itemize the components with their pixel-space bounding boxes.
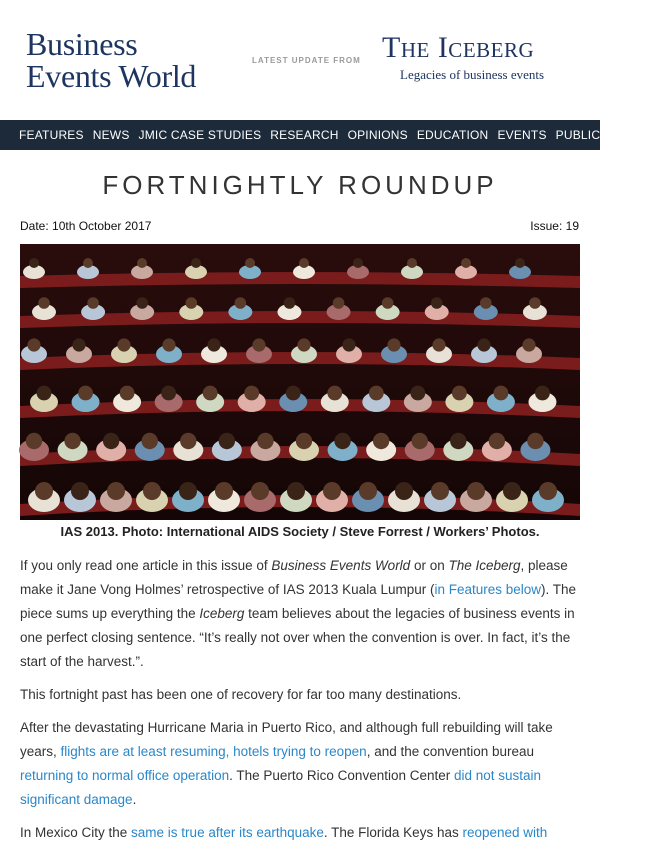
iceberg-logo[interactable] [382, 32, 534, 64]
text: , please make it Jane Vong Holmes’ retrospective of IAS 2013 Kuala Lumpur ( [20, 558, 568, 597]
paragraph-4 [20, 821, 580, 845]
emphasis: The Iceberg [448, 558, 521, 573]
emphasis: Business Events World [271, 558, 411, 573]
link-flights-resuming[interactable]: flights are at least resuming, hotels trying to reopen [60, 744, 367, 759]
logo-line-1: Business [26, 26, 138, 62]
link-florida-keys-reopened[interactable]: reopened with [462, 825, 548, 840]
link-mexico-city-earthquake[interactable]: same is true after its earthquake [131, 825, 324, 840]
text: In Mexico City the [20, 825, 132, 840]
text: , and the convention bureau [366, 744, 535, 759]
main-nav [0, 120, 645, 150]
text: . The Florida Keys has [323, 825, 463, 840]
paragraph-3 [20, 716, 580, 812]
nav-features[interactable]: FEATURES [19, 128, 84, 142]
latest-update-label: LATEST UPDATE FROM [252, 56, 361, 65]
nav-opinions[interactable]: OPINIONS [347, 128, 408, 142]
conference-audience-photo [20, 244, 580, 520]
text: . [132, 792, 137, 807]
link-normal-office-operation[interactable]: returning to normal office operation [20, 768, 230, 783]
link-no-significant-damage[interactable]: did not sustain significant damage [20, 768, 542, 807]
page-title: FORTNIGHTLY ROUNDUP [102, 170, 498, 200]
business-events-world-logo[interactable] [26, 28, 196, 92]
link-features-below[interactable]: in Features below [434, 582, 542, 597]
paragraph-2: This fortnight past has been one of recovery for far too many destinations. [20, 687, 462, 702]
photo-caption: IAS 2013. Photo: International AIDS Society / Steve Forrest / Workers’ Photos. [60, 524, 540, 539]
nav-publications[interactable]: PUBLICATIONS [555, 128, 645, 142]
logo-line-2: Events World [26, 58, 197, 94]
issue-date: Date: 10th October 2017 [20, 219, 152, 233]
text: or on [410, 558, 449, 573]
iceberg-tagline: Legacies of business events [400, 67, 545, 82]
text: team believes about the legacies of business events in one perfect closing sentence. “It’s really not over when the convention is over. In fact, it’s the start of the harvest.”. [20, 606, 575, 669]
text: After the devastating Hurricane Maria in Puerto Rico, and although full rebuilding will take years, [20, 720, 553, 759]
nav-events[interactable]: EVENTS [497, 128, 547, 142]
text: ). The piece sums up everything the [20, 582, 577, 621]
nav-education[interactable]: EDUCATION [416, 128, 489, 142]
text: If you only read one article in this issue of [20, 558, 272, 573]
article-body [20, 554, 580, 854]
nav-news[interactable]: NEWS [92, 128, 130, 142]
text: . The Puerto Rico Convention Center [229, 768, 454, 783]
emphasis: Iceberg [199, 606, 245, 621]
iceberg-title: The Iceberg [382, 31, 535, 64]
nav-jmic-case-studies[interactable]: JMIC CASE STUDIES [138, 128, 262, 142]
paragraph-1 [20, 554, 580, 674]
nav-research[interactable]: RESEARCH [270, 128, 339, 142]
issue-number: Issue: 19 [530, 219, 579, 233]
masthead [0, 0, 600, 120]
